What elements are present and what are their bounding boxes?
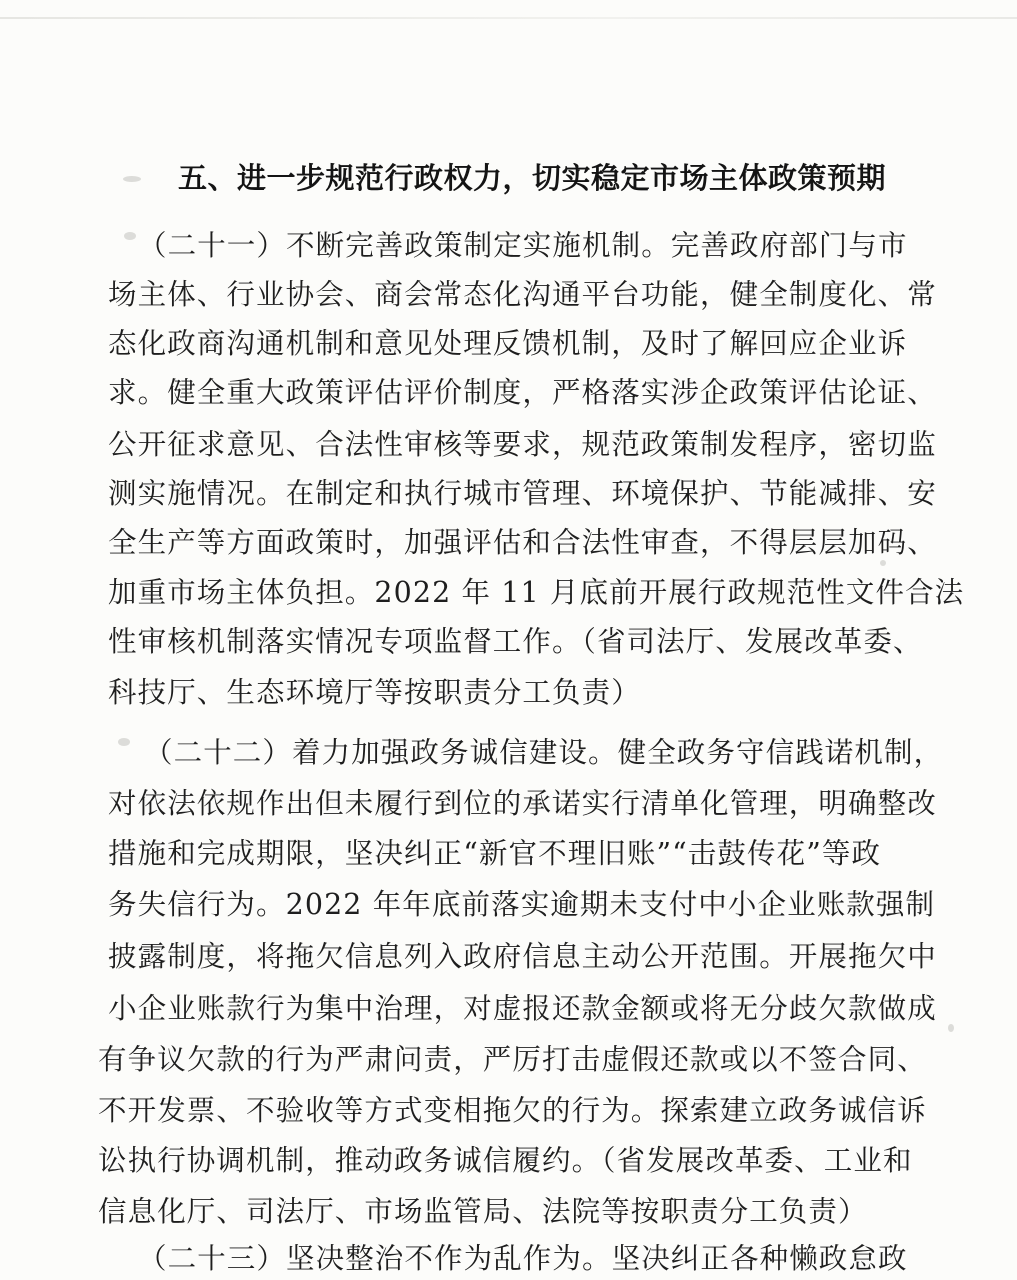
text-line: 不开发票、不验收等方式变相拖欠的行为。探索建立政务诚信诉 xyxy=(98,1094,927,1127)
text-line: 小企业账款行为集中治理，对虚报还款金额或将无分歧欠款做成 xyxy=(108,992,937,1025)
text-line: 测实施情况。在制定和执行城市管理、环境保护、节能减排、安 xyxy=(108,477,937,510)
text-line: 全生产等方面政策时，加强评估和合法性审查，不得层层加码、 xyxy=(108,526,937,559)
text-line: （二十一）不断完善政策制定实施机制。完善政府部门与市 xyxy=(138,229,908,262)
text-line: 性审核机制落实情况专项监督工作。（省司法厅、发展改革委、 xyxy=(108,625,923,658)
scan-top-edge xyxy=(0,17,1017,19)
text-line: 有争议欠款的行为严肃问责，严厉打击虚假还款或以不签合同、 xyxy=(98,1043,927,1076)
text-line: 场主体、行业协会、商会常态化沟通平台功能，健全制度化、常 xyxy=(108,278,937,311)
scan-speck xyxy=(123,176,141,182)
text-line: 态化政商沟通机制和意见处理反馈机制，及时了解回应企业诉 xyxy=(108,327,908,360)
scan-speck xyxy=(948,1024,954,1032)
scan-speck xyxy=(124,232,136,240)
text-line: 信息化厅、司法厅、市场监管局、法院等按职责分工负责） xyxy=(98,1195,868,1228)
section-heading: 五、进一步规范行政权力，切实稳定市场主体政策预期 xyxy=(178,161,887,195)
text-line: 披露制度，将拖欠信息列入政府信息主动公开范围。开展拖欠中 xyxy=(108,940,937,973)
text-line: 务失信行为。2022 年年底前落实逾期未支付中小企业账款强制 xyxy=(108,888,936,921)
scan-speck xyxy=(118,738,130,746)
scan-speck xyxy=(880,560,886,566)
text-line: 对依法依规作出但未履行到位的承诺实行清单化管理，明确整改 xyxy=(108,787,937,820)
text-line: 讼执行协调机制，推动政务诚信履约。（省发展改革委、工业和 xyxy=(98,1144,913,1177)
text-line: 求。健全重大政策评估评价制度，严格落实涉企政策评估论证、 xyxy=(108,376,937,409)
text-line: （二十二）着力加强政务诚信建设。健全政务守信践诺机制， xyxy=(144,736,944,769)
text-line: 公开征求意见、合法性审核等要求，规范政策制发程序，密切监 xyxy=(108,428,937,461)
text-line: 措施和完成期限，坚决纠正“新官不理旧账”“击鼓传花”等政 xyxy=(108,837,882,870)
text-line: （二十三）坚决整治不作为乱作为。坚决纠正各种懒政怠政 xyxy=(138,1242,908,1275)
text-line: 科技厅、生态环境厅等按职责分工负责） xyxy=(108,676,641,709)
text-line: 加重市场主体负担。2022 年 11 月底前开展行政规范性文件合法 xyxy=(108,576,965,609)
